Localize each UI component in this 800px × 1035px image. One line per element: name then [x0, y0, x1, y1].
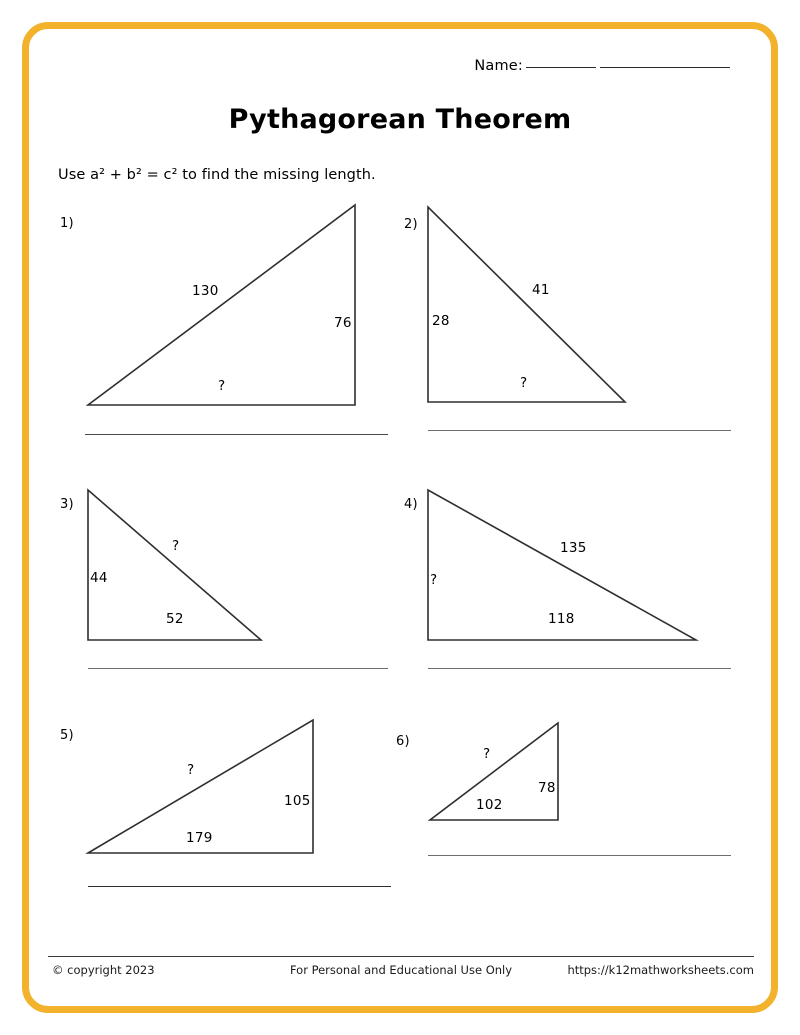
problem-3-label-vertical: 44 [90, 570, 108, 586]
problem-1-number: 1) [60, 216, 74, 231]
problem-5-number: 5) [60, 728, 74, 743]
name-write-line-short[interactable] [526, 67, 596, 68]
problem-2-triangle [420, 200, 640, 412]
problem-5-label-vertical: 105 [284, 793, 311, 809]
problem-4-label-vertical: ? [430, 572, 438, 588]
instruction-text: Use a² + b² = c² to find the missing length. [58, 167, 376, 183]
problem-1-label-hypotenuse: 130 [192, 283, 219, 299]
footer-website: https://k12mathworksheets.com [567, 963, 754, 977]
problem-4-label-base: 118 [548, 611, 575, 627]
name-write-line-long[interactable] [600, 67, 730, 68]
problem-5-label-hypotenuse: ? [187, 762, 195, 778]
problem-6-label-base: 102 [476, 797, 503, 813]
problem-4-answer-line[interactable] [428, 668, 731, 669]
page-title: Pythagorean Theorem [228, 104, 572, 135]
problem-2-number: 2) [404, 217, 418, 232]
name-field-row [0, 58, 800, 74]
problem-4-number: 4) [404, 497, 418, 512]
problem-6-label-vertical: 78 [538, 780, 556, 796]
problem-5-answer-line[interactable] [88, 886, 391, 887]
problem-6-label-hypotenuse: ? [483, 746, 491, 762]
problem-5-label-base: 179 [186, 830, 213, 846]
problem-1-label-base: ? [218, 378, 226, 394]
problem-4-label-hypotenuse: 135 [560, 540, 587, 556]
footer [48, 963, 754, 985]
problem-2-label-hypotenuse: 41 [532, 282, 550, 298]
footer-divider [48, 956, 754, 957]
problem-2-label-base: ? [520, 375, 528, 391]
problem-3-label-hypotenuse: ? [172, 538, 180, 554]
problem-3-number: 3) [60, 497, 74, 512]
problem-3-answer-line[interactable] [88, 668, 388, 669]
name-label: Name: [474, 58, 523, 74]
problem-1-answer-line[interactable] [85, 434, 388, 435]
footer-copyright: © copyright 2023 [52, 963, 155, 977]
footer-usage-note: For Personal and Educational Use Only [289, 963, 513, 977]
problem-2-answer-line[interactable] [428, 430, 731, 431]
problem-6-number: 6) [396, 734, 410, 749]
problem-2-label-vertical: 28 [432, 313, 450, 329]
problem-3-label-base: 52 [166, 611, 184, 627]
problem-6-answer-line[interactable] [428, 855, 731, 856]
problem-1-label-vertical: 76 [334, 315, 352, 331]
